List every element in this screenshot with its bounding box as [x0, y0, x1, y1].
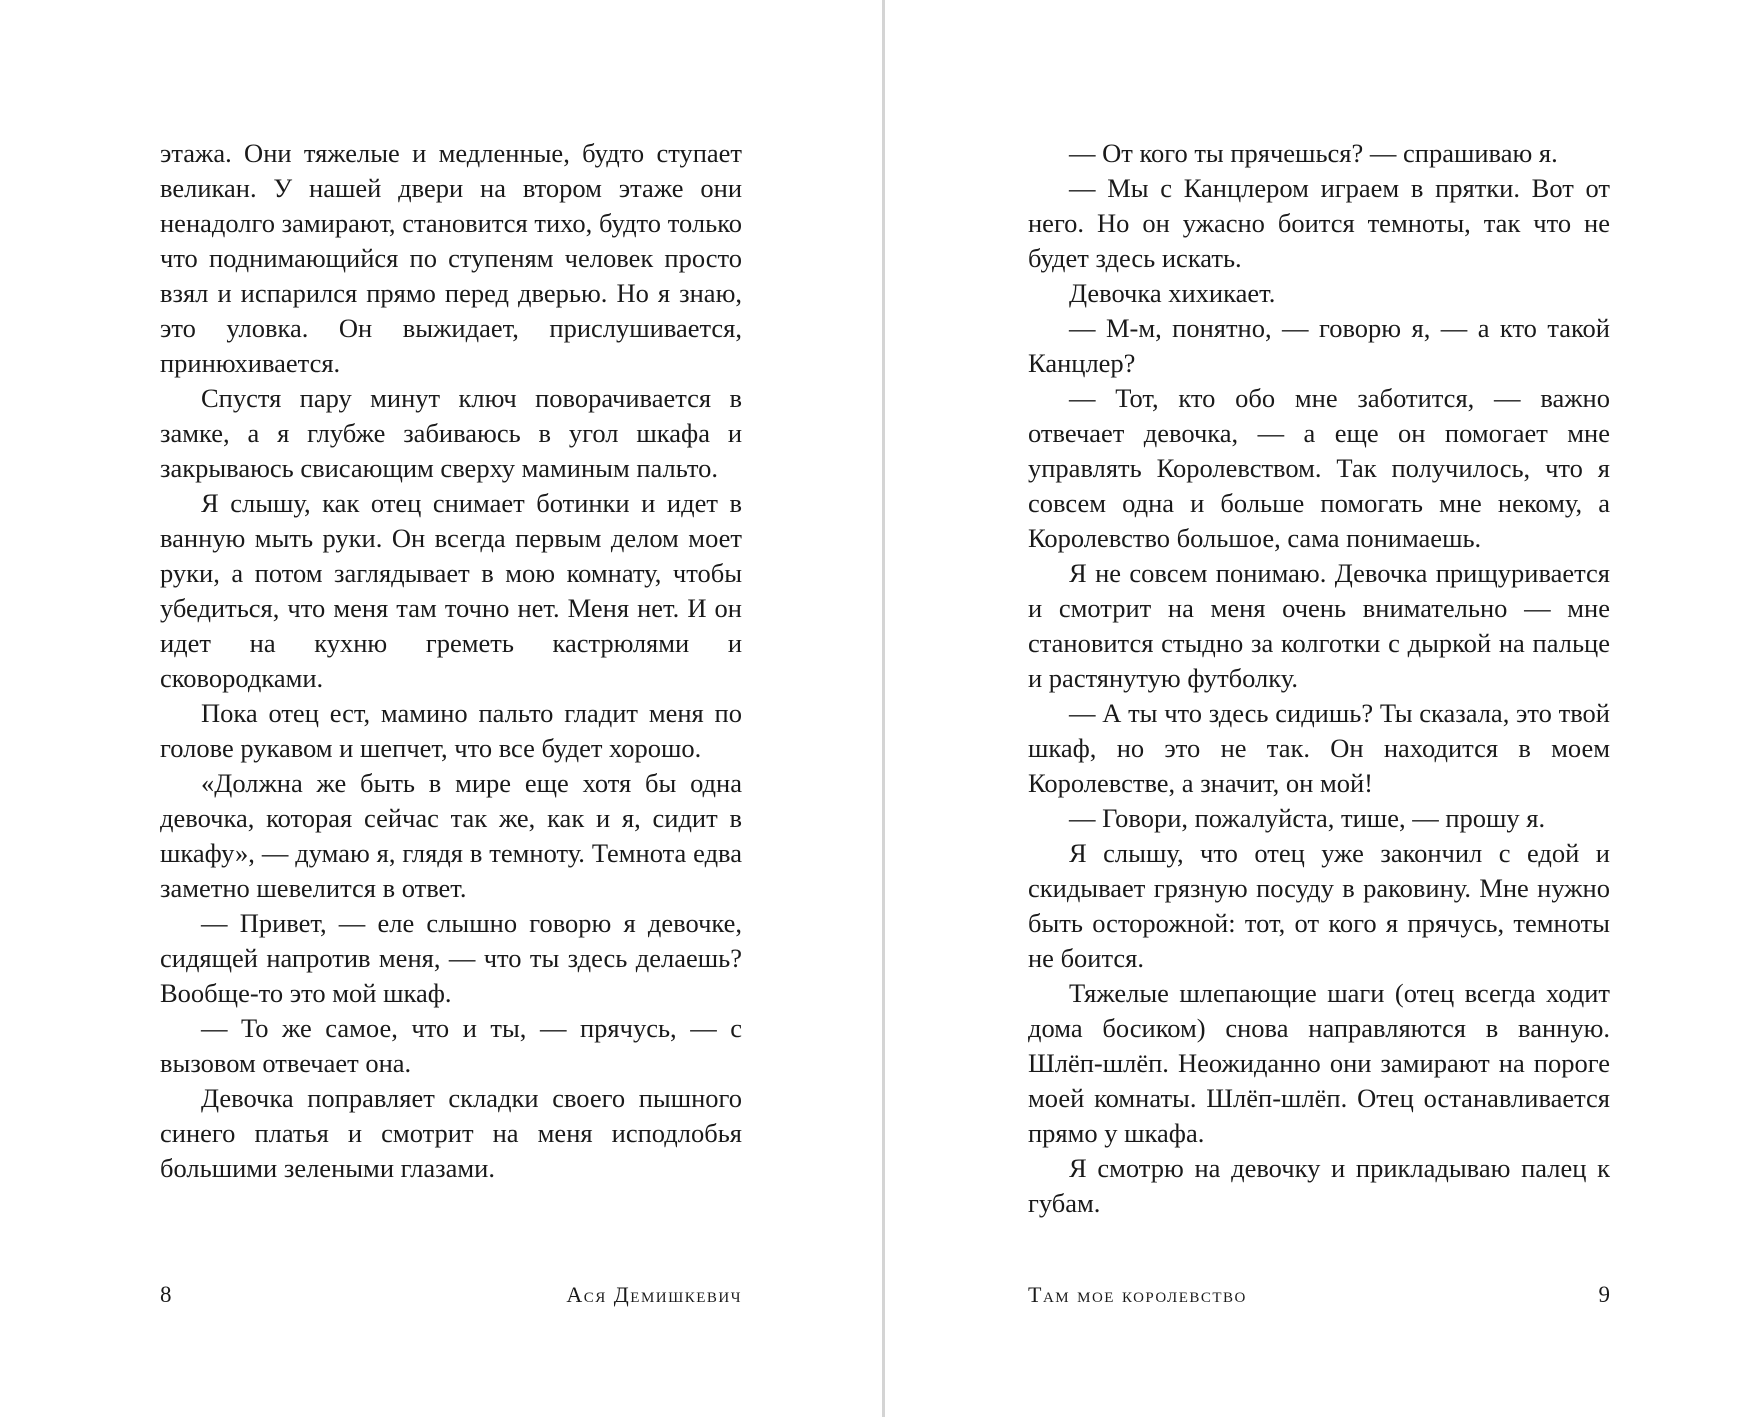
paragraph: Тяжелые шлепающие шаги (отец всегда ходит дома босиком) снова направляются в ванную. Шлёп-шлёп. Неожиданно они замирают на пороге моей комнаты. Шлёп-шлёп. Отец останавливается прямо у шкафа.: [1028, 978, 1610, 1148]
left-page-footer: [160, 1282, 742, 1312]
paragraph: — Тот, кто обо мне заботится, — важно отвечает девочка, — а еще он помогает мне управлять Королевством. Так получилось, что я совсем одна и больше помогать мне некому, а Королевство большое, сама понимаешь.: [1028, 383, 1610, 553]
running-head-author: Ася Демишкевич: [566, 1282, 742, 1307]
left-page: [160, 136, 742, 1186]
running-head-title: Там мое королевство: [1028, 1282, 1247, 1307]
paragraph: Девочка хихикает.: [1069, 278, 1276, 308]
paragraph: Девочка поправляет складки своего пышного синего платья и смотрит на меня исподлобья большими зелеными глазами.: [160, 1083, 742, 1183]
right-page-text: [1028, 136, 1610, 1221]
paragraph: — Привет, — еле слышно говорю я девочке, сидящей напротив меня, — что ты здесь делаешь? Вообще-то это мой шкаф.: [160, 908, 742, 1008]
paragraph: Я слышу, как отец снимает ботинки и идет в ванную мыть руки. Он всегда первым делом моет руки, а потом заглядывает в мою комнату, чтобы убедиться, что меня там точно нет. Меня нет. И он идет на кухню греметь кастрюлями и сковородками.: [160, 488, 742, 693]
book-gutter: [882, 0, 885, 1417]
paragraph: этажа. Они тяжелые и медленные, будто ступает великан. У нашей двери на втором этаже они ненадолго замирают, становится тихо, будто только что поднимающийся по ступеням человек просто взял и испарился прямо перед дверью. Но я знаю, это уловка. Он выжидает, прислушивается, принюхивается.: [160, 138, 742, 378]
paragraph: Я смотрю на девочку и прикладываю палец к губам.: [1028, 1153, 1610, 1218]
paragraph: «Должна же быть в мире еще хотя бы одна девочка, которая сейчас так же, как и я, сидит в шкафу», — думаю я, глядя в темноту. Темнота едва заметно шевелится в ответ.: [160, 768, 742, 903]
paragraph: — Говори, пожалуйста, тише, — прошу я.: [1069, 803, 1546, 833]
paragraph: — От кого ты прячешься? — спрашиваю я.: [1069, 138, 1558, 168]
right-page: [1028, 136, 1610, 1221]
paragraph: — Мы с Канцлером играем в прятки. Вот от него. Но он ужасно боится темноты, так что не будет здесь искать.: [1028, 173, 1610, 273]
paragraph: Спустя пару минут ключ поворачивается в замке, а я глубже забиваюсь в угол шкафа и закрываюсь свисающим сверху маминым пальто.: [160, 383, 742, 483]
left-page-text: [160, 136, 742, 1186]
paragraph: — То же самое, что и ты, — прячусь, — с вызовом отвечает она.: [160, 1013, 742, 1078]
paragraph: — М-м, понятно, — говорю я, — а кто такой Канцлер?: [1028, 313, 1610, 378]
page-number: 8: [160, 1282, 172, 1307]
paragraph: Я слышу, что отец уже закончил с едой и скидывает грязную посуду в раковину. Мне нужно быть осторожной: тот, от кого я прячусь, темноты не боится.: [1028, 838, 1610, 973]
paragraph: Пока отец ест, мамино пальто гладит меня по голове рукавом и шепчет, что все будет хорошо.: [160, 698, 742, 763]
paragraph: — А ты что здесь сидишь? Ты сказала, это твой шкаф, но это не так. Он находится в моем Королевстве, а значит, он мой!: [1028, 698, 1610, 798]
page-number: 9: [1598, 1282, 1610, 1307]
paragraph: Я не совсем понимаю. Девочка прищуривается и смотрит на меня очень внимательно — мне становится стыдно за колготки с дыркой на пальце и растянутую футболку.: [1028, 558, 1610, 693]
right-page-footer: [1028, 1282, 1610, 1312]
